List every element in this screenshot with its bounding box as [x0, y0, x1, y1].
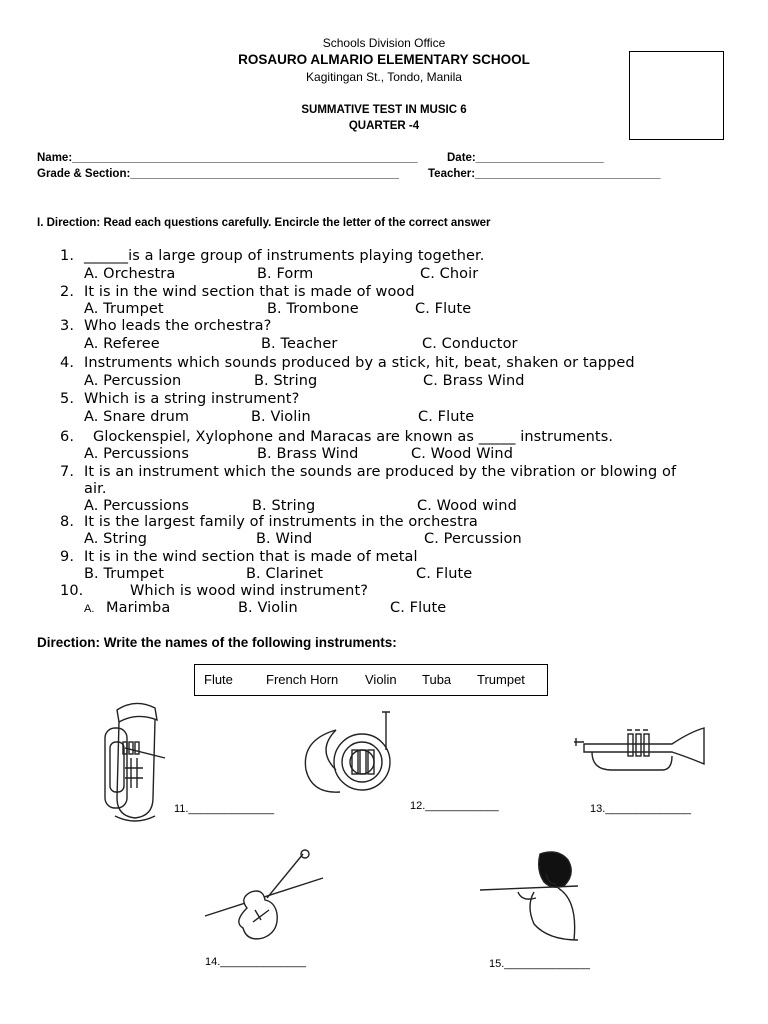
- question-text: Instruments which sounds produced by a stick, hit, beat, shaken or tapped: [84, 355, 635, 371]
- question-number: 8.: [60, 514, 75, 530]
- choice-b[interactable]: B. String: [254, 373, 318, 389]
- answer-blank-15[interactable]: 15.______________: [489, 958, 590, 970]
- photo-box: [629, 51, 724, 140]
- choice-b[interactable]: B. Violin: [251, 409, 311, 425]
- question-text: It is an instrument which the sounds are produced by the vibration or blowing of: [84, 464, 677, 480]
- quarter-label: QUARTER -4: [348, 120, 420, 132]
- choice-c[interactable]: C. Brass Wind: [423, 373, 525, 389]
- question-number: 6.: [60, 429, 75, 445]
- choice-a[interactable]: A. String: [84, 531, 148, 547]
- answer-blank-12[interactable]: 12.____________: [410, 800, 499, 812]
- choice-a[interactable]: A. Percussion: [84, 373, 182, 389]
- choice-c[interactable]: C. Wood Wind: [411, 446, 514, 462]
- school-name: ROSAURO ALMARIO ELEMENTARY SCHOOL: [238, 52, 530, 67]
- choice-c[interactable]: C. Flute: [416, 566, 473, 582]
- word-bank-item: Violin: [365, 672, 397, 687]
- question-text: Glockenspiel, Xylophone and Maracas are known as _____ instruments.: [93, 429, 614, 445]
- question-text: It is the largest family of instruments in the orchestra: [84, 514, 478, 530]
- choice-c[interactable]: C. Flute: [390, 600, 447, 616]
- choice-b[interactable]: B. String: [252, 498, 316, 514]
- part1-direction: I. Direction: Read each questions carefully. Encircle the letter of the correct answer: [37, 217, 491, 229]
- word-bank: [194, 664, 548, 696]
- name-field[interactable]: Name:______________________________________________________: [37, 152, 418, 164]
- question-number: 7.: [60, 464, 75, 480]
- question-number: 1.: [60, 248, 75, 264]
- word-bank-item: Trumpet: [477, 672, 525, 687]
- question-text: It is in the wind section that is made of metal: [84, 549, 418, 565]
- choice-a[interactable]: A. Percussions: [84, 498, 189, 514]
- question-number: 5.: [60, 391, 75, 407]
- question-text: It is in the wind section that is made of wood: [84, 284, 415, 300]
- answer-blank-11[interactable]: 11.______________: [174, 803, 275, 815]
- choice-b[interactable]: B. Clarinet: [246, 566, 324, 582]
- choice-a[interactable]: Marimba: [106, 600, 171, 616]
- french-horn-image: [296, 710, 396, 806]
- choice-letter: A.: [84, 603, 95, 615]
- choice-b[interactable]: B. Form: [257, 266, 314, 282]
- word-bank-item: Flute: [204, 672, 233, 687]
- choice-b[interactable]: B. Trombone: [267, 301, 359, 317]
- answer-blank-13[interactable]: 13.______________: [590, 803, 691, 815]
- word-bank-item: Tuba: [422, 672, 452, 687]
- question-text: ______is a large group of instruments playing together.: [84, 248, 485, 264]
- question-number: 4.: [60, 355, 75, 371]
- answer-blank-14[interactable]: 14.______________: [205, 956, 306, 968]
- tuba-image: [95, 698, 175, 828]
- school-address: Kagitingan St., Tondo, Manila: [306, 70, 462, 84]
- question-number: 2.: [60, 284, 75, 300]
- choice-a[interactable]: B. Trumpet: [84, 566, 164, 582]
- office-label: Schools Division Office: [322, 36, 446, 50]
- grade-section-field[interactable]: Grade & Section:__________________________________________: [37, 168, 399, 180]
- choice-c[interactable]: C. Flute: [418, 409, 475, 425]
- violin-image: [203, 848, 331, 944]
- part2-direction: Direction: Write the names of the following instruments:: [37, 635, 397, 650]
- choice-b[interactable]: B. Violin: [238, 600, 298, 616]
- choice-a[interactable]: A. Snare drum: [84, 409, 190, 425]
- flute-player-image: [478, 846, 588, 942]
- choice-a[interactable]: A. Percussions: [84, 446, 189, 462]
- question-text: Who leads the orchestra?: [84, 318, 272, 334]
- date-field[interactable]: Date:____________________: [447, 152, 604, 164]
- question-number: 10.: [60, 583, 84, 599]
- choice-a[interactable]: A. Trumpet: [84, 301, 164, 317]
- choice-c[interactable]: C. Percussion: [424, 531, 522, 547]
- question-text-continued: air.: [84, 481, 107, 497]
- trumpet-image: [572, 726, 706, 774]
- choice-c[interactable]: C. Flute: [415, 301, 472, 317]
- question-number: 3.: [60, 318, 75, 334]
- choice-a[interactable]: A. Referee: [84, 336, 160, 352]
- word-bank-item: French Horn: [266, 672, 339, 687]
- choice-c[interactable]: C. Choir: [420, 266, 479, 282]
- question-text: Which is wood wind instrument?: [130, 583, 369, 599]
- choice-b[interactable]: B. Teacher: [261, 336, 338, 352]
- question-number: 9.: [60, 549, 75, 565]
- test-title: SUMMATIVE TEST IN MUSIC 6: [301, 104, 467, 116]
- choice-a[interactable]: A. Orchestra: [84, 266, 176, 282]
- choice-c[interactable]: C. Wood wind: [417, 498, 517, 514]
- question-text: Which is a string instrument?: [84, 391, 300, 407]
- choice-b[interactable]: B. Wind: [256, 531, 313, 547]
- teacher-field[interactable]: Teacher:_____________________________: [428, 168, 661, 180]
- choice-c[interactable]: C. Conductor: [422, 336, 518, 352]
- choice-b[interactable]: B. Brass Wind: [257, 446, 359, 462]
